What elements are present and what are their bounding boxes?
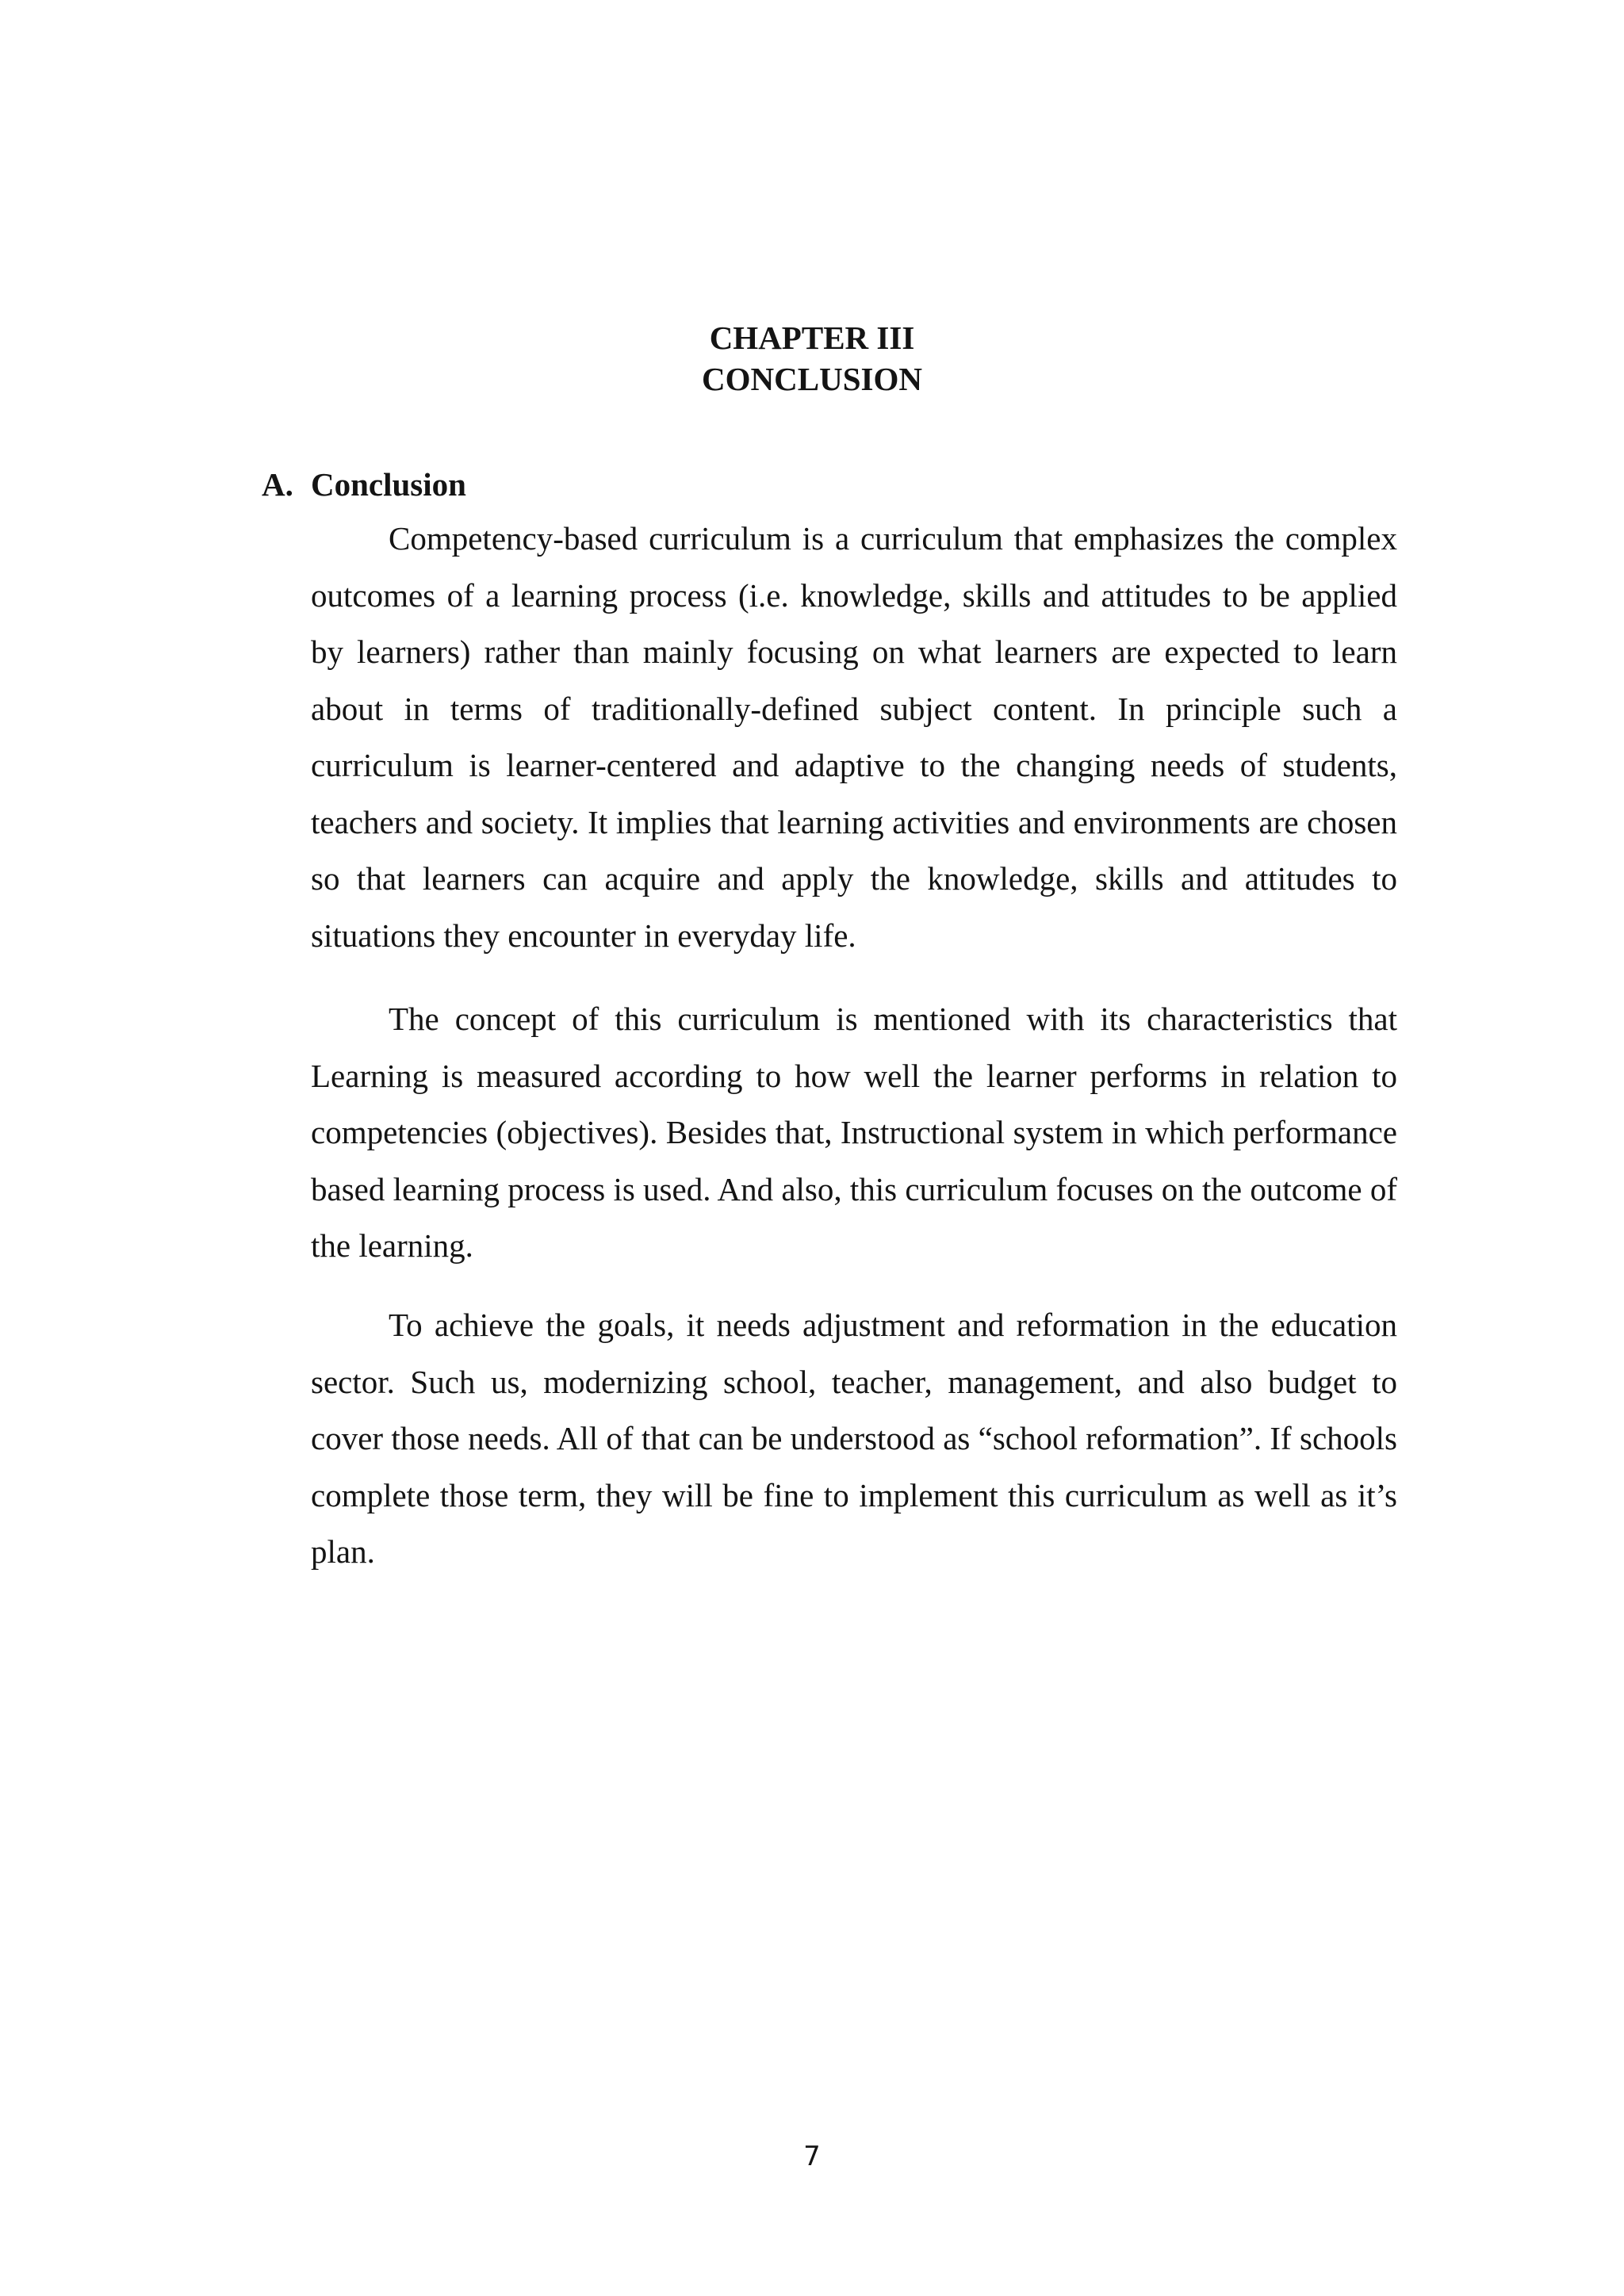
paragraph: To achieve the goals, it needs adjustment and reformation in the education sector. Such us, modernizing school, teacher, management, and also budget to cover those needs. All of that can be understood as “school reformation”. If schools complete those term, they will be fine to implement this curriculum as well as it’s plan. <box>311 1307 1397 1570</box>
section-number: A. <box>262 466 293 503</box>
chapter-heading <box>0 317 1624 400</box>
section-heading <box>262 464 466 505</box>
page-number: 7 <box>803 2141 821 2172</box>
chapter-title: CONCLUSION <box>702 361 922 397</box>
paragraph: Competency-based curriculum is a curriculum that emphasizes the complex outcomes of a learning process (i.e. knowledge, skills and attitudes to be applied by learners) rather than mainly focusing on what learners are expected to learn about in terms of traditionally-defined subject content. In principle such a curriculum is learner-centered and adaptive to the changing needs of students, teachers and society. It implies that learning activities and environments are chosen so that learners can acquire and apply the knowledge, skills and attitudes to situations they encounter in everyday life. <box>311 520 1397 954</box>
chapter-number: CHAPTER III <box>709 320 915 356</box>
section-title: Conclusion <box>311 466 466 503</box>
paragraph: The concept of this curriculum is mentioned with its characteristics that Learning is measured according to how well the learner performs in relation to competencies (objectives). Besides that, Instructional system in which performance based learning process is used. And also, this curriculum focuses on the outcome of the learning. <box>311 1001 1397 1264</box>
